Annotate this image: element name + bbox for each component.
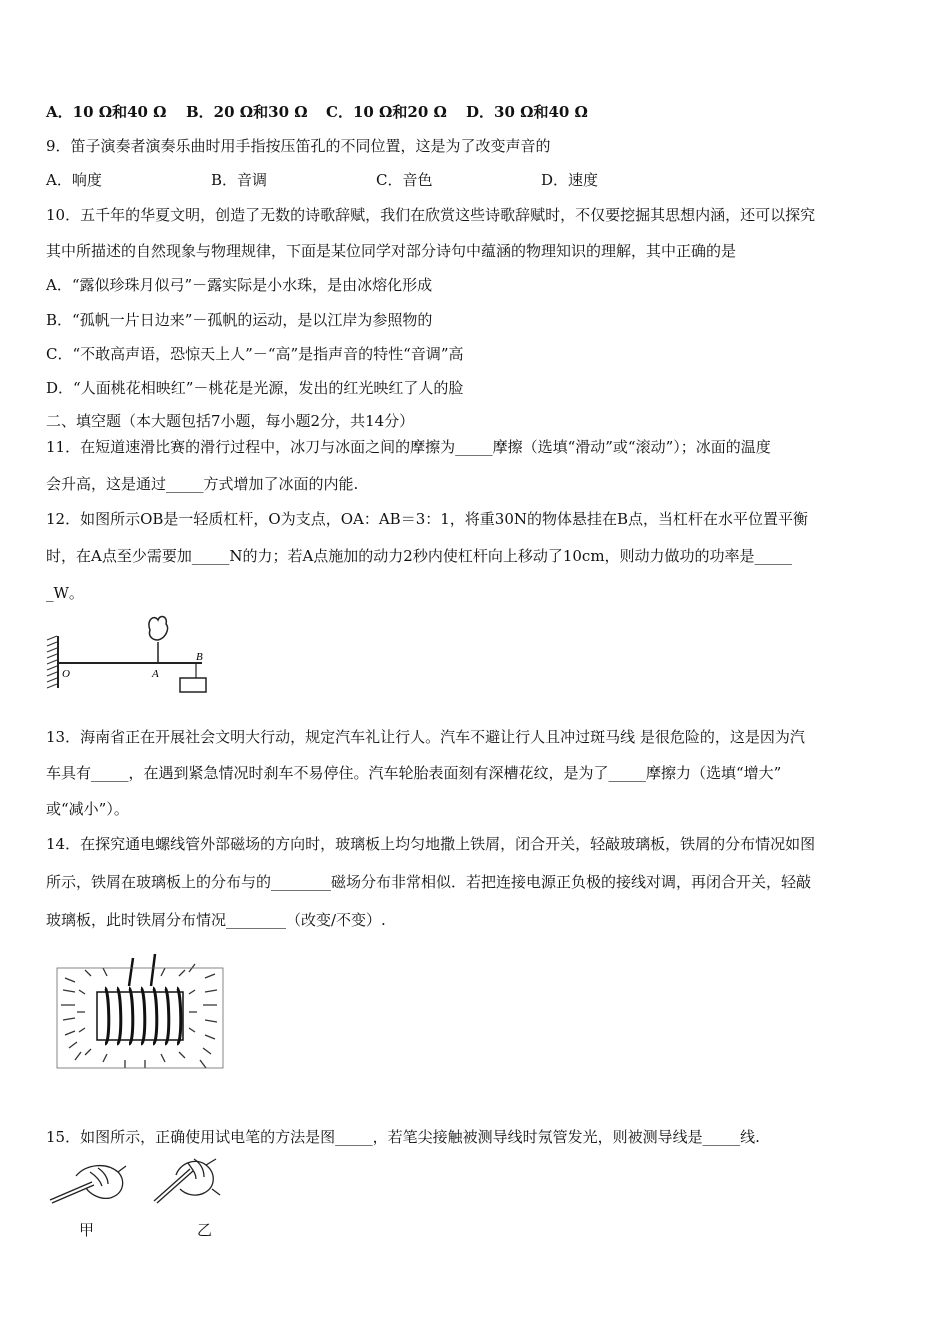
- q13-line2: 车具有_____，在遇到紧急情况时刹车不易停住。汽车轮胎表面刻有深槽花纹，是为了_____摩擦力（选填“增大”: [46, 764, 782, 782]
- hand-pen-icon: [50, 1166, 126, 1203]
- hand-icon: [149, 617, 168, 663]
- q10-stem-line1: 10．五千年的华夏文明，创造了无数的诗歌辞赋，我们在欣赏这些诗歌辞赋时，不仅要挖掘其思想内涵，还可以探究: [46, 206, 816, 224]
- q10-option-b: B．“孤帆一片日边来”－孤帆的运动，是以江岸为参照物的: [46, 311, 433, 329]
- q8-option-b: B．20 Ω和30 Ω: [186, 103, 308, 121]
- q8-options: [46, 102, 588, 122]
- q8-option-d: D．30 Ω和40 Ω: [466, 103, 588, 121]
- test-pen-figure-jia: [46, 1158, 128, 1208]
- q9-options: [46, 170, 598, 190]
- q14-line3: 玻璃板，此时铁屑分布情况________（改变/不变）.: [46, 911, 386, 929]
- point-o-label: O: [62, 668, 70, 680]
- q9-option-b: B．音调: [211, 171, 268, 189]
- figure-caption-jia: 甲: [79, 1221, 95, 1239]
- figure-caption-yi: 乙: [197, 1221, 213, 1239]
- q8-option-c: C．10 Ω和20 Ω: [326, 103, 447, 121]
- hand-pen-icon: [154, 1159, 220, 1203]
- q9-option-d: D．速度: [541, 171, 599, 189]
- q9-option-a: A．响度: [46, 171, 102, 189]
- q15-line1: 15．如图所示，正确使用试电笔的方法是图_____，若笔尖接触被测导线时氖管发光，则被测导线是_____线.: [46, 1128, 760, 1146]
- test-pen-figure-yi: [150, 1155, 222, 1207]
- coil-icon: [97, 988, 183, 1044]
- q9-option-c: C．音色: [376, 171, 433, 189]
- q13-line3: 或“减小”）。: [46, 800, 129, 818]
- q12-line3: _W。: [46, 584, 84, 602]
- point-b-label: B: [196, 651, 203, 663]
- q12-line1: 12．如图所示OB是一轻质杠杆，O为支点，OA：AB＝3：1，将重30N的物体悬挂在B点，当杠杆在水平位置平衡: [46, 510, 809, 528]
- glass-plate: [57, 968, 223, 1068]
- q10-option-a: A．“露似珍珠月似弓”－露实际是小水珠，是由冰熔化形成: [46, 276, 433, 294]
- wall-icon: [47, 636, 58, 688]
- section-heading: 二、填空题（本大题包括7小题，每小题2分，共14分）: [46, 412, 415, 430]
- q10-option-c: C．“不敢高声语，恐惊天上人”－“高”是指声音的特性“音调”高: [46, 345, 464, 363]
- solenoid-figure: [55, 950, 230, 1090]
- weight-block: [180, 678, 206, 692]
- q10-option-d: D．“人面桃花相映红”－桃花是光源，发出的红光映红了人的脸: [46, 379, 464, 397]
- q14-line2: 所示，铁屑在玻璃板上的分布与的________磁场分布非常相似．若把连接电源正负极的接线对调，再闭合开关，轻敲: [46, 873, 812, 891]
- q10-stem-line2: 其中所描述的自然现象与物理规律，下面是某位同学对部分诗句中蕴涵的物理知识的理解，其中正确的是: [46, 242, 737, 260]
- q9-stem: 9．笛子演奏者演奏乐曲时用手指按压笛孔的不同位置，这是为了改变声音的: [46, 137, 551, 155]
- q11-line1: 11．在短道速滑比赛的滑行过程中，冰刀与冰面之间的摩擦为_____摩擦（选填“滑动”或“滚动”）；冰面的温度: [46, 438, 771, 456]
- q8-option-a: A．10 Ω和40 Ω: [46, 103, 167, 121]
- q14-line1: 14．在探究通电螺线管外部磁场的方向时，玻璃板上均匀地撒上铁屑，闭合开关，轻敲玻璃板，铁屑的分布情况如图: [46, 835, 816, 853]
- filings-pattern: [61, 964, 217, 1068]
- wire-leads: [129, 954, 155, 986]
- q13-line1: 13．海南省正在开展社会文明大行动，规定汽车礼让行人。汽车不避让行人且冲过斑马线 是很危险的，这是因为汽: [46, 728, 805, 746]
- lever-figure: [42, 612, 217, 694]
- q12-line2: 时，在A点至少需要加_____N的力；若A点施加的动力2秒内使杠杆向上移动了10cm，则动力做功的功率是_____: [46, 547, 793, 565]
- point-a-label: A: [152, 668, 159, 680]
- q11-line2: 会升高，这是通过_____方式增加了冰面的内能.: [46, 475, 359, 493]
